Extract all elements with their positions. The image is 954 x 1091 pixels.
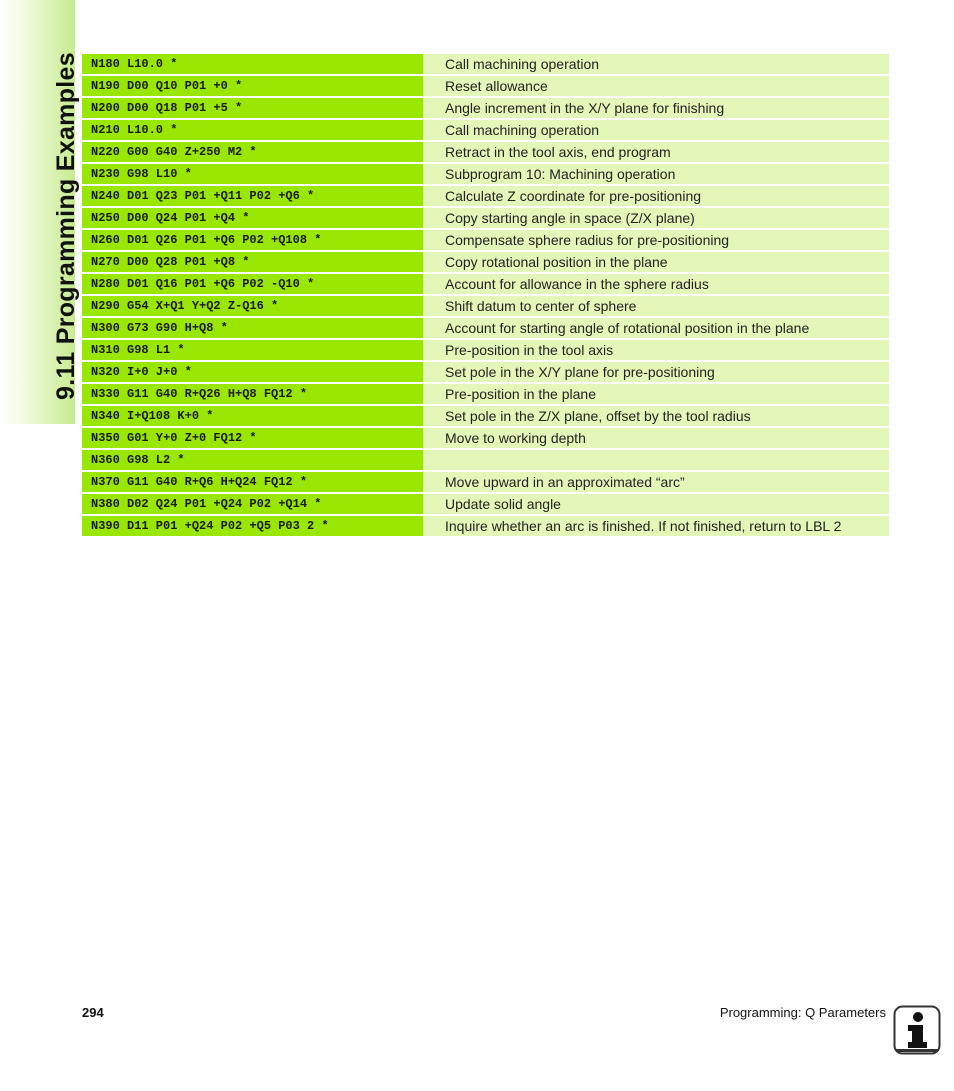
- table-row: [82, 230, 889, 252]
- nc-code-cell: N380 D02 Q24 P01 +Q24 P02 +Q14 *: [82, 494, 423, 516]
- description-cell: Subprogram 10: Machining operation: [423, 164, 889, 186]
- description-cell: Account for allowance in the sphere radius: [423, 274, 889, 296]
- nc-code-cell: N290 G54 X+Q1 Y+Q2 Z-Q16 *: [82, 296, 423, 318]
- table-row: [82, 384, 889, 406]
- description-cell: Angle increment in the X/Y plane for finishing: [423, 98, 889, 120]
- description-cell: Call machining operation: [423, 120, 889, 142]
- table-row: [82, 472, 889, 494]
- nc-code-cell: N180 L10.0 *: [82, 54, 423, 76]
- description-cell: Pre-position in the plane: [423, 384, 889, 406]
- table-row: [82, 142, 889, 164]
- description-cell: Compensate sphere radius for pre-positioning: [423, 230, 889, 252]
- table-row: [82, 494, 889, 516]
- nc-code-cell: N200 D00 Q18 P01 +5 *: [82, 98, 423, 120]
- description-cell: Copy starting angle in space (Z/X plane): [423, 208, 889, 230]
- nc-code-cell: N340 I+Q108 K+0 *: [82, 406, 423, 428]
- footer-title: Programming: Q Parameters: [719, 1005, 886, 1020]
- table-row: [82, 274, 889, 296]
- table-row: [82, 406, 889, 428]
- table-row: [82, 186, 889, 208]
- nc-code-cell: N260 D01 Q26 P01 +Q6 P02 +Q108 *: [82, 230, 423, 252]
- table-row: [82, 164, 889, 186]
- table-row: [82, 450, 889, 472]
- nc-code-cell: N190 D00 Q10 P01 +0 *: [82, 76, 423, 98]
- description-cell: Call machining operation: [423, 54, 889, 76]
- description-cell: Inquire whether an arc is finished. If not finished, return to LBL 2: [423, 516, 889, 538]
- program-listing-rows: [82, 54, 889, 538]
- page-number: 294: [82, 1005, 104, 1020]
- table-row: [82, 76, 889, 98]
- description-cell: Shift datum to center of sphere: [423, 296, 889, 318]
- nc-code-cell: N390 D11 P01 +Q24 P02 +Q5 P03 2 *: [82, 516, 423, 538]
- description-cell: Update solid angle: [423, 494, 889, 516]
- description-cell: Calculate Z coordinate for pre-positioning: [423, 186, 889, 208]
- nc-code-cell: N350 G01 Y+0 Z+0 FQ12 *: [82, 428, 423, 450]
- description-cell: Move upward in an approximated “arc”: [423, 472, 889, 494]
- description-cell: Move to working depth: [423, 428, 889, 450]
- description-cell: Set pole in the Z/X plane, offset by the tool radius: [423, 406, 889, 428]
- nc-code-cell: N280 D01 Q16 P01 +Q6 P02 -Q10 *: [82, 274, 423, 296]
- table-row: [82, 252, 889, 274]
- table-row: [82, 340, 889, 362]
- nc-code-cell: N250 D00 Q24 P01 +Q4 *: [82, 208, 423, 230]
- table-row: [82, 516, 889, 538]
- table-row: [82, 208, 889, 230]
- table-row: [82, 428, 889, 450]
- table-row: [82, 318, 889, 340]
- description-cell: Retract in the tool axis, end program: [423, 142, 889, 164]
- description-cell: Pre-position in the tool axis: [423, 340, 889, 362]
- nc-code-cell: N230 G98 L10 *: [82, 164, 423, 186]
- nc-code-cell: N330 G11 G40 R+Q26 H+Q8 FQ12 *: [82, 384, 423, 406]
- nc-code-cell: N270 D00 Q28 P01 +Q8 *: [82, 252, 423, 274]
- description-cell: Copy rotational position in the plane: [423, 252, 889, 274]
- description-cell: Reset allowance: [423, 76, 889, 98]
- nc-code-cell: N310 G98 L1 *: [82, 340, 423, 362]
- nc-code-cell: N300 G73 G90 H+Q8 *: [82, 318, 423, 340]
- table-row: [82, 362, 889, 384]
- nc-code-cell: N370 G11 G40 R+Q6 H+Q24 FQ12 *: [82, 472, 423, 494]
- chapter-title: 9.11 Programming Examples: [52, 52, 80, 400]
- nc-code-cell: N320 I+0 J+0 *: [82, 362, 423, 384]
- description-cell: Account for starting angle of rotational position in the plane: [423, 318, 889, 340]
- table-row: [82, 296, 889, 318]
- description-cell: Set pole in the X/Y plane for pre-positioning: [423, 362, 889, 384]
- description-cell: [423, 450, 889, 472]
- info-icon: [893, 1005, 941, 1055]
- nc-code-cell: N220 G00 G40 Z+250 M2 *: [82, 142, 423, 164]
- table-row: [82, 120, 889, 142]
- program-listing-table: [82, 54, 889, 538]
- table-row: [82, 98, 889, 120]
- nc-code-cell: N360 G98 L2 *: [82, 450, 423, 472]
- nc-code-cell: N210 L10.0 *: [82, 120, 423, 142]
- nc-code-cell: N240 D01 Q23 P01 +Q11 P02 +Q6 *: [82, 186, 423, 208]
- table-row: [82, 54, 889, 76]
